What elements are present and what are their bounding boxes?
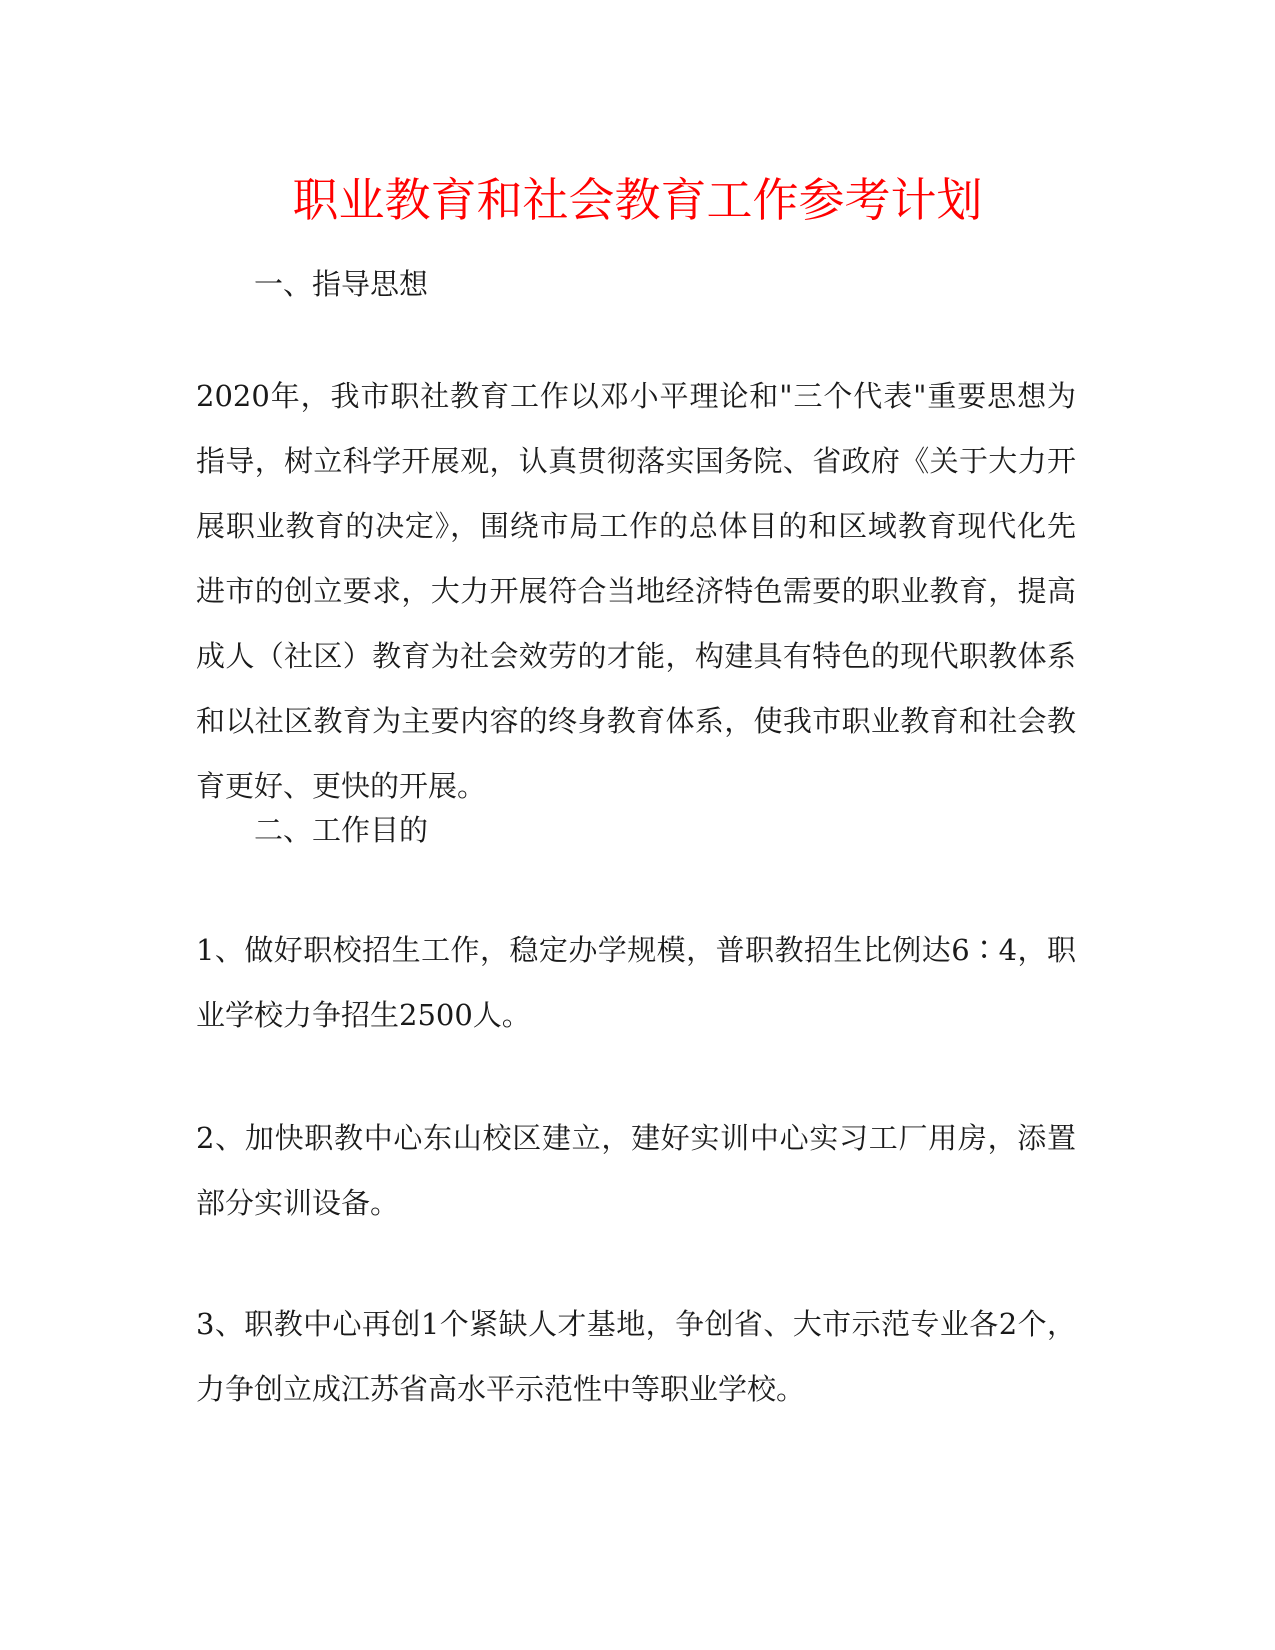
- section-heading-work-goals: 二、工作目的: [254, 813, 429, 847]
- document-title: 职业教育和社会教育工作参考计划: [292, 173, 983, 227]
- goal-item-3: 3、职教中心再创1个紧缺人才基地，争创省、大市示范专业各2个，力争创立成江苏省高水平示范性中等职业学校。: [196, 1307, 1076, 1406]
- section-heading-guiding-thought: 一、指导思想: [254, 267, 429, 301]
- goal-item-1: 1、做好职校招生工作，稳定办学规模，普职教招生比例达6∶4，职业学校力争招生2500人。: [196, 933, 1076, 1032]
- goal-item-2: 2、加快职教中心东山校区建立，建好实训中心实习工厂用房，添置部分实训设备。: [196, 1121, 1076, 1220]
- guiding-thought-paragraph: 2020年，我市职社教育工作以邓小平理论和"三个代表"重要思想为指导，树立科学开展观，认真贯彻落实国务院、省政府《关于大力开展职业教育的决定》，围绕市局工作的总体目的和区域教育现代化先进市的创立要求，大力开展符合当地经济特色需要的职业教育，提高成人（社区）教育为社会效劳的才能，构建具有特色的现代职教体系和以社区教育为主要内容的终身教育体系，使我市职业教育和社会教育更好、更快的开展。: [196, 379, 1076, 803]
